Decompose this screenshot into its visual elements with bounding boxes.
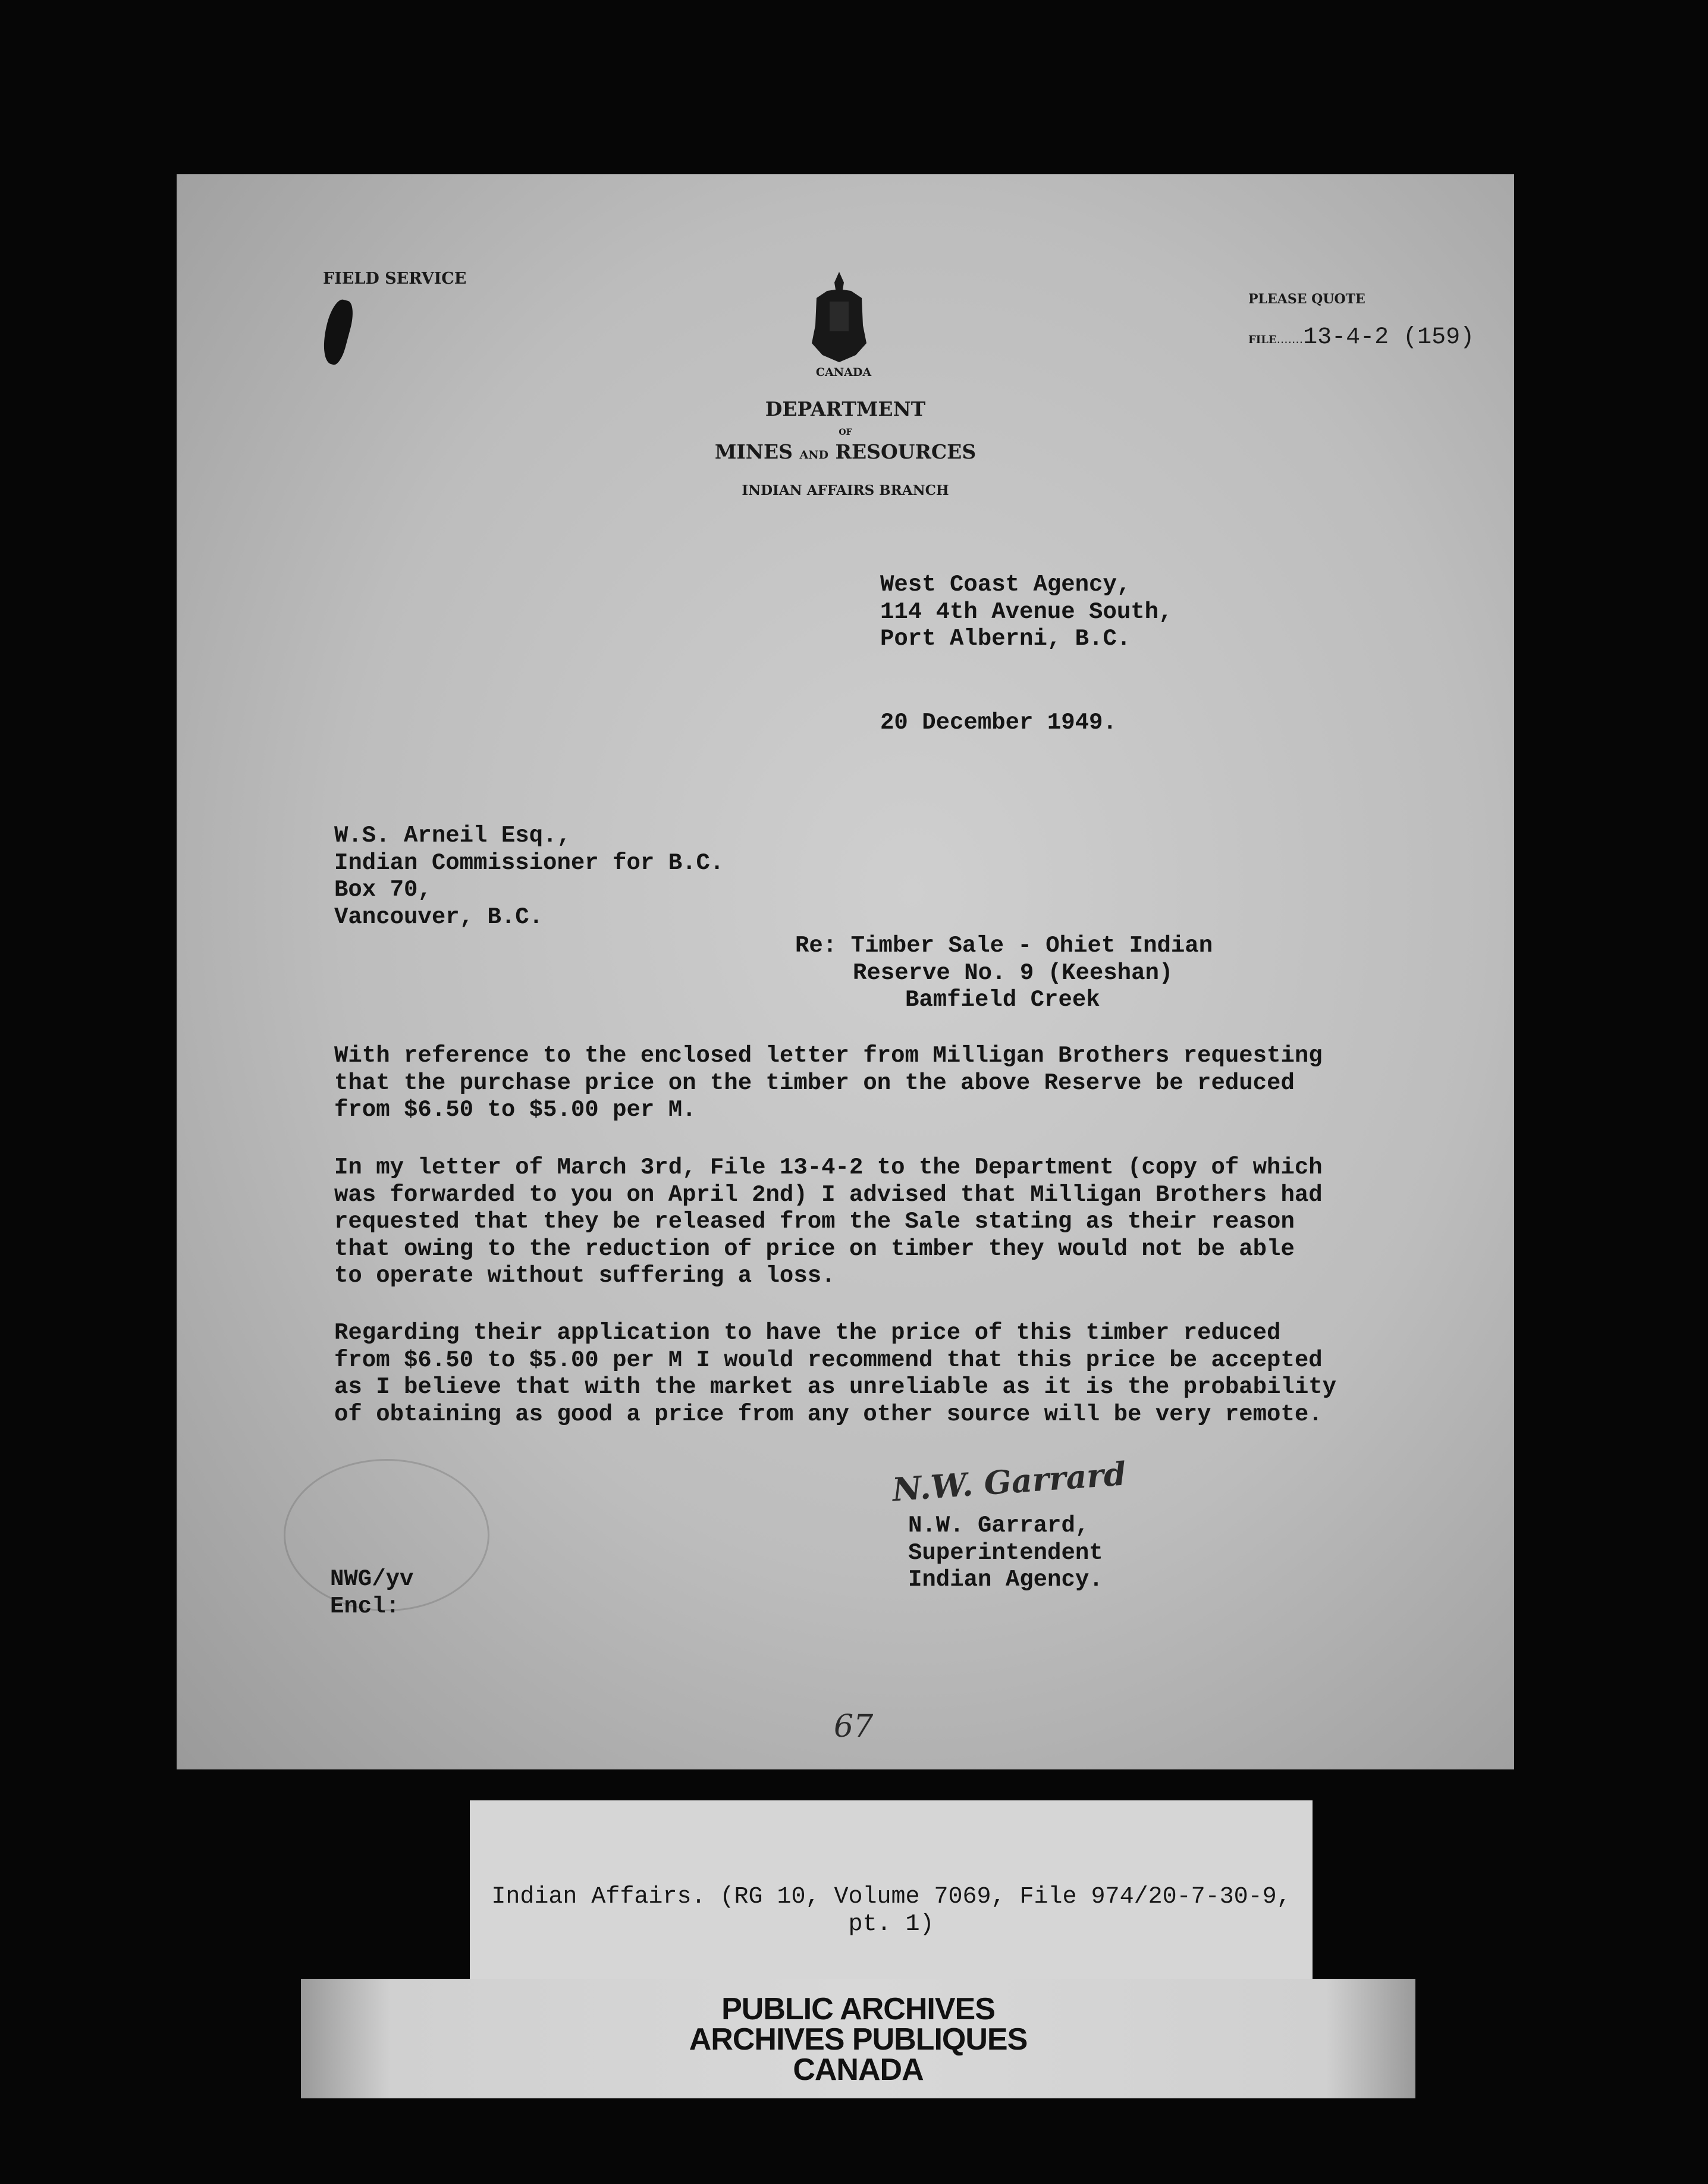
text-line: from $6.50 to $5.00 per M. bbox=[334, 1097, 696, 1123]
file-number: 13-4-2 (159) bbox=[1303, 324, 1475, 351]
text-line: from $6.50 to $5.00 per M I would recommend that this price be accepted bbox=[334, 1347, 1323, 1373]
initials-line: NWG/yv bbox=[330, 1566, 414, 1592]
archive-stamp-line-fr: ARCHIVES PUBLIQUES bbox=[689, 2022, 1028, 2057]
text-line: as I believe that with the market as unreliable as it is the probability bbox=[334, 1374, 1337, 1400]
ink-blot bbox=[317, 297, 357, 367]
ministry-word-resources: RESOURCES bbox=[835, 440, 977, 463]
archive-stamp-strip bbox=[301, 1979, 1415, 2098]
recipient-address bbox=[334, 823, 724, 931]
signature-line: N.W. Garrard, bbox=[908, 1513, 1090, 1539]
text-line: of obtaining as good a price from any other source will be very remote. bbox=[334, 1401, 1323, 1427]
letter-date: 20 December 1949. bbox=[880, 710, 1117, 736]
archive-reference-card bbox=[470, 1800, 1313, 1979]
recipient-line: Vancouver, B.C. bbox=[334, 903, 544, 930]
archive-reference-line: Indian Affairs. (RG 10, Volume 7069, File 974/20-7-30-9, bbox=[491, 1884, 1291, 1910]
text-line: to operate without suffering a loss. bbox=[334, 1263, 836, 1289]
signature-line: Superintendent bbox=[908, 1539, 1103, 1566]
text-line: that owing to the reduction of price on timber they would not be able bbox=[334, 1235, 1295, 1262]
enclosure-line: Encl: bbox=[330, 1593, 400, 1620]
paragraph-3 bbox=[334, 1320, 1336, 1428]
handwritten-signature: N.W. Garrard bbox=[891, 1454, 1128, 1509]
letterhead-country: CANADA bbox=[815, 366, 872, 379]
reference-initials bbox=[330, 1566, 413, 1620]
text-line: was forwarded to you on April 2nd) I advised that Milligan Brothers had bbox=[334, 1181, 1323, 1208]
archive-stamp-line-en: PUBLIC ARCHIVES bbox=[721, 1992, 995, 2026]
signature-block bbox=[908, 1513, 1103, 1594]
file-label: FILE bbox=[1248, 334, 1277, 346]
archive-stamp-line-country: CANADA bbox=[793, 2053, 924, 2087]
field-service-label: FIELD SERVICE bbox=[323, 269, 467, 288]
recipient-line: W.S. Arneil Esq., bbox=[334, 823, 571, 849]
recipient-line: Box 70, bbox=[334, 877, 432, 903]
file-reference: FILE.......13-4-2 (159) bbox=[1248, 324, 1475, 351]
text-line: Regarding their application to have the price of this timber reduced bbox=[334, 1320, 1281, 1346]
address-line: Port Alberni, B.C. bbox=[880, 626, 1131, 652]
address-line: 114 4th Avenue South, bbox=[880, 598, 1173, 625]
address-line: West Coast Agency, bbox=[880, 572, 1131, 598]
letterhead-of: OF bbox=[839, 428, 852, 437]
text-line: requested that they be released from the Sale stating as their reason bbox=[334, 1209, 1295, 1235]
letterhead-branch: INDIAN AFFAIRS BRANCH bbox=[742, 482, 949, 498]
ministry-word-and: AND bbox=[799, 448, 829, 462]
text-line: With reference to the enclosed letter from Milligan Brothers requesting bbox=[334, 1043, 1323, 1069]
text-line: In my letter of March 3rd, File 13-4-2 to the Department (copy of which bbox=[334, 1154, 1323, 1181]
canada-coat-of-arms-icon bbox=[808, 272, 871, 362]
sender-address bbox=[880, 572, 1172, 653]
handwritten-page-number: 67 bbox=[834, 1709, 874, 1744]
subject-line-2: Reserve No. 9 (Keeshan) bbox=[853, 959, 1173, 986]
recipient-line: Indian Commissioner for B.C. bbox=[334, 849, 724, 876]
archive-reference-line: pt. 1) bbox=[848, 1911, 934, 1938]
text-line: that the purchase price on the timber on the above Reserve be reduced bbox=[334, 1069, 1295, 1096]
subject-line bbox=[795, 933, 1213, 1014]
signature-line: Indian Agency. bbox=[908, 1567, 1103, 1593]
subject-line-3: Bamfield Creek bbox=[905, 987, 1100, 1013]
paragraph-1 bbox=[334, 1043, 1323, 1124]
archive-reference bbox=[470, 1884, 1313, 1938]
subject-line-1: Re: Timber Sale - Ohiet Indian bbox=[795, 933, 1213, 959]
letterhead-ministry bbox=[177, 440, 1514, 463]
please-quote-label: PLEASE QUOTE bbox=[1248, 291, 1365, 307]
letterhead-department: DEPARTMENT bbox=[765, 397, 926, 421]
paragraph-2 bbox=[334, 1154, 1323, 1290]
ministry-word-mines: MINES bbox=[714, 440, 793, 463]
letter-page bbox=[177, 174, 1514, 1769]
